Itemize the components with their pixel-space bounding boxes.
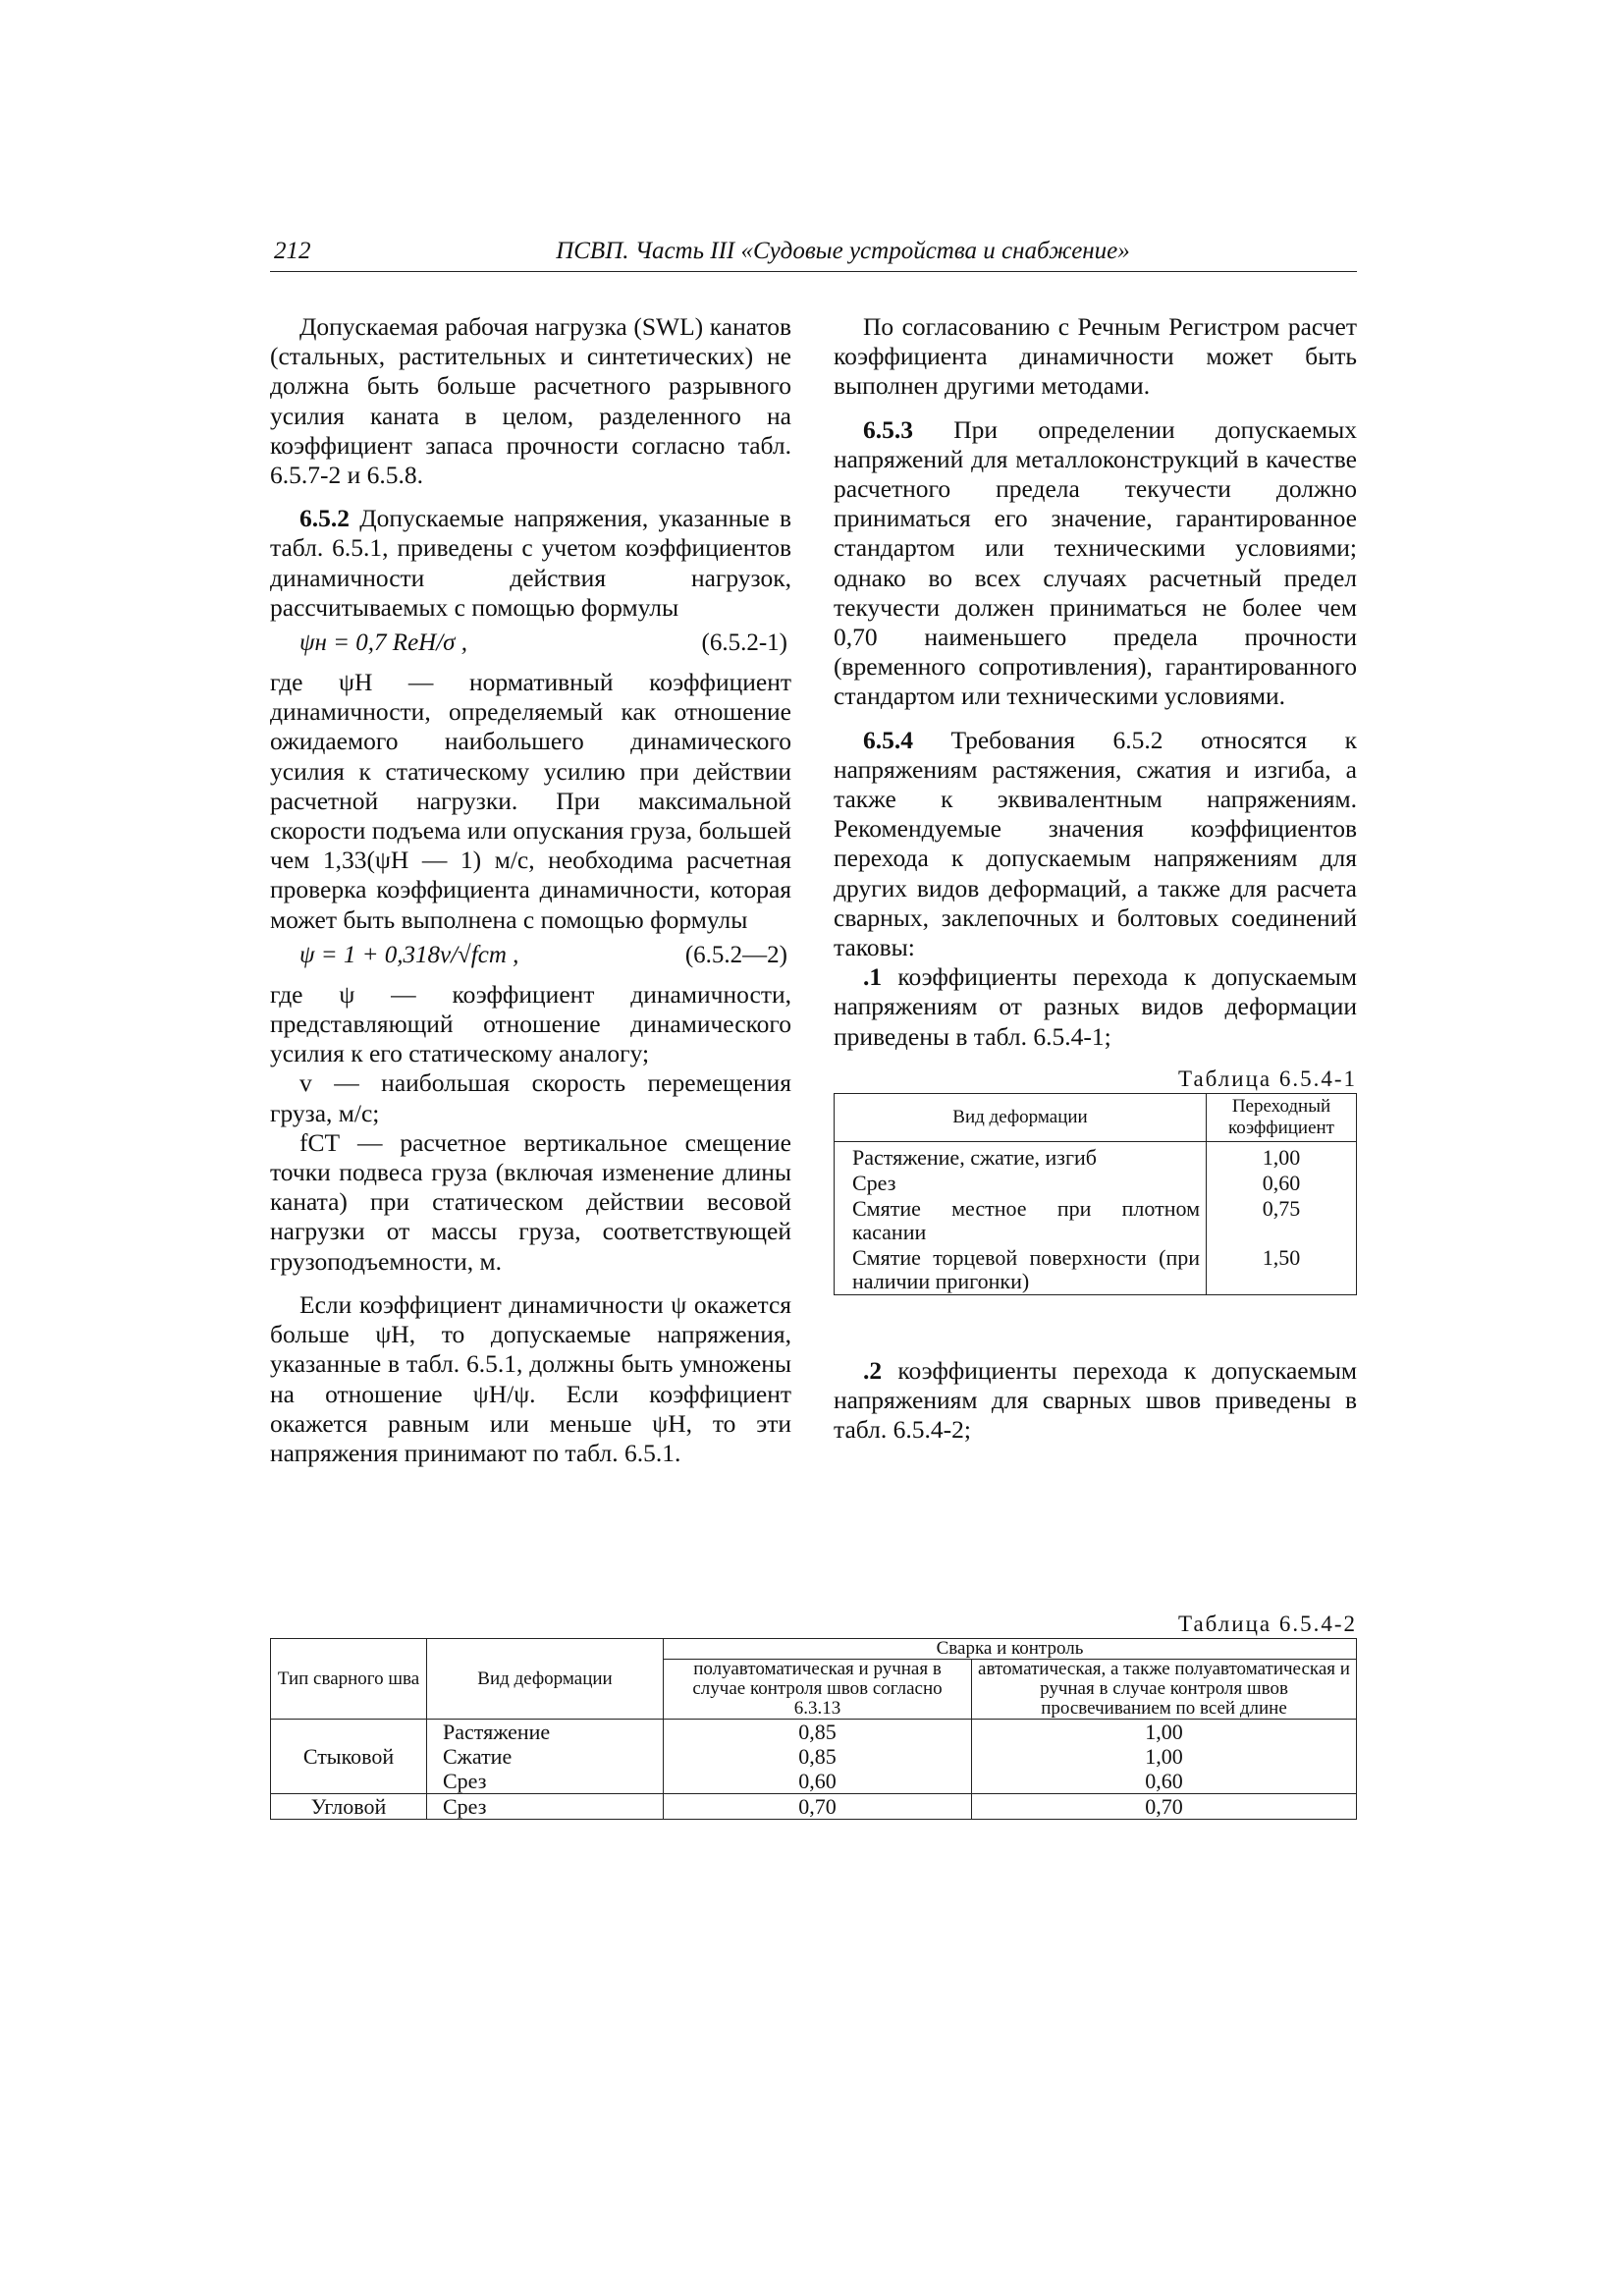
table1-caption: Таблица 6.5.4-1 [1177, 1066, 1357, 1091]
paragraph-6-5-2: 6.5.2 Допускаемые напряжения, указанные в табл. 6.5.1, приведены с учетом коэффициентов динамичности действия нагрузок, рассчитываемых с помощью формулы [270, 504, 791, 622]
table2-wrapper [270, 1611, 1357, 1820]
page-number: 212 [274, 238, 311, 264]
header-title: ПСВП. Часть III «Судовые устройства и снабжение» [556, 238, 1130, 264]
paragraph-psi-compare: Если коэффициент динамичности ψ окажется больше ψН, то допускаемые напряжения, указанные в табл. 6.5.1, должны быть умножены на отношение ψН/ψ. Если коэффициент окажется равным или меньше ψН, то эти напряжения принимают по табл. 6.5.1. [270, 1289, 791, 1467]
table2-caption: Таблица 6.5.4-2 [1177, 1612, 1357, 1636]
table2-header-deformation: Вид деформации [427, 1639, 664, 1720]
right-column [834, 312, 1357, 1445]
table-row: Угловой Срез 0,70 0,70 [271, 1794, 1357, 1820]
paragraph-fst-def: fСТ — расчетное вертикальное смещение точки подвеса груза (включая изменение длины каната) при статическом действии весовой нагрузки от массы груза, соответствующей грузоподъемности, м. [270, 1127, 791, 1276]
table-row: Стыковой Растяжение 0,85 1,00 [271, 1720, 1357, 1745]
table2-header-welding-control: Сварка и контроль [664, 1639, 1357, 1660]
paragraph-6-5-4: 6.5.4 Требования 6.5.2 относятся к напряжениям растяжения, сжатия и изгиба, а также к эквивалентным напряжениям. Рекомендуемые значения коэффициентов перехода к допускаемым напряжениям для других видов деформаций, а также для расчета сварных, заклепочных и болтовых соединений таковы: [834, 725, 1357, 962]
paragraph-v-def: v — наибольшая скорость перемещения груза, м/с; [270, 1068, 791, 1127]
running-header [270, 238, 1357, 272]
table-row: Растяжение, сжатие, изгиб 1,00 [835, 1141, 1357, 1171]
table-6-5-4-2 [270, 1638, 1357, 1820]
table-row: Срез 0,60 [835, 1171, 1357, 1196]
section-number: 6.5.2 [299, 504, 350, 533]
paragraph-register: По согласованию с Речным Регистром расчет коэффициента динамичности может быть выполнен другими методами. [834, 312, 1357, 401]
table-row: Смятие местное при плотном касании 0,75 [835, 1196, 1357, 1245]
table1-header-deformation: Вид деформации [835, 1093, 1207, 1141]
paragraph-item-2: .2 коэффициенты перехода к допускаемым напряжениям для сварных швов приведены в табл. 6.5.4-2; [834, 1355, 1357, 1445]
table-row: Сжатие 0,85 1,00 [271, 1744, 1357, 1769]
table-row: Смятие торцевой поверхности (при наличии пригонки) 1,50 [835, 1245, 1357, 1295]
paragraph-6-5-3: 6.5.3 При определении допускаемых напряжений для металлоконструкций в качестве расчетного предела текучести должно приниматься его значение, гарантированное стандартом или техническими условиями; однако во всех случаях расчетный предел текучести должен приниматься не более чем 0,70 наименьшего предела прочности (временного сопротивления), гарантированного стандартом или техническими условиями. [834, 414, 1357, 711]
section-number: 6.5.4 [863, 725, 913, 754]
formula-number: (6.5.2—2) [684, 941, 787, 968]
left-column [270, 312, 791, 1468]
section-number: 6.5.3 [863, 414, 913, 444]
formula-6-5-2-1 [270, 629, 791, 662]
paragraph-psi-def: где ψ — коэффициент динамичности, представляющий отношение динамического усилия к его статическому аналогу; [270, 979, 791, 1068]
table-row: Срез 0,60 0,60 [271, 1769, 1357, 1794]
formula-expression: ψ = 1 + 0,318v/√fст , [299, 941, 519, 968]
table2-header-semi-auto: полуавтоматическая и ручная в случае контроля швов согласно 6.3.13 [664, 1660, 972, 1720]
formula-expression: ψн = 0,7 RеН/σ , [299, 629, 467, 657]
item-number: .2 [863, 1355, 883, 1385]
table2-header-weld-type: Тип сварного шва [271, 1639, 427, 1720]
paragraph-psi-normative: где ψН — нормативный коэффициент динамичности, определяемый как отношение ожидаемого наибольшего динамического усилия к статическому усилию при действии расчетной нагрузки. При максимальной скорости подъема или опускания груза, большей чем 1,33(ψН — 1) м/с, необходима расчетная проверка коэффициента динамичности, которая может быть выполнена с помощью формулы [270, 668, 791, 934]
formula-6-5-2-2 [270, 941, 791, 974]
weld-type-fillet: Угловой [271, 1794, 427, 1820]
paragraph-swl: Допускаемая рабочая нагрузка (SWL) канатов (стальных, растительных и синтетических) не должна быть больше расчетного разрывного усилия каната в целом, разделенного на коэффициент запаса прочности согласно табл. 6.5.7-2 и 6.5.8. [270, 312, 791, 490]
weld-type-butt: Стыковой [271, 1720, 427, 1794]
formula-number: (6.5.2-1) [701, 629, 787, 657]
table2-header-auto: автоматическая, а также полуавтоматическая и ручная в случае контроля швов просвечиванием по всей длине [972, 1660, 1357, 1720]
table-6-5-4-1 [834, 1093, 1357, 1295]
table1-header-coefficient: Переходный коэффициент [1207, 1093, 1357, 1141]
item-number: .1 [863, 962, 883, 992]
paragraph-item-1: .1 коэффициенты перехода к допускаемым напряжениям от разных видов деформации приведены в табл. 6.5.4-1; [834, 962, 1357, 1051]
